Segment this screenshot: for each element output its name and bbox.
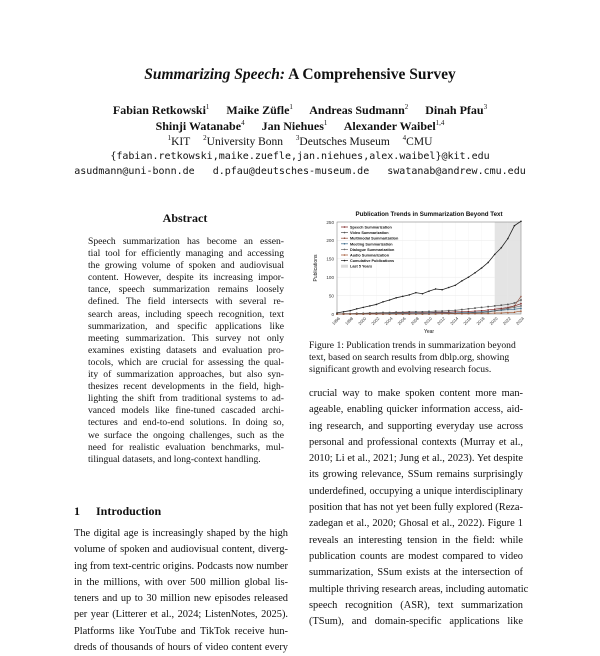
data-point-cumulative-publications — [369, 305, 371, 307]
data-point-video-summarization — [481, 307, 483, 309]
data-point-speech-summarization — [520, 303, 522, 305]
data-point-cumulative-publications — [382, 301, 384, 303]
abstract-body: Speech summarization has become an essen- tial tool for efficiently managing and accessing the growing volume of spoken and audiovisual content. However, despite its increasing impor- tance, speech summarization remains loosely defined. The field intersects with several re- search areas, including speech recognition, text summarization, and specific applications like meeting summarization. This survey not only examines existing datasets and evaluation pro- tocols, which are crucial for assessing the qual- ity of summarization approaches, but also syn- thesizes recent developments in the field, high- lighting the shift from traditional systems to ad- vanced models like fine-tuned cascaded archi- tectures and end-to-end solutions. In doing so, we surface the ongoing challenges, such as the need for realistic evaluation benchmarks, mul- tilingual datasets, and long-context handling. — [88, 236, 284, 465]
legend-label: Dialogue Summarization — [350, 247, 395, 252]
data-point-video-summarization — [507, 304, 509, 306]
title-rest: A Comprehensive Survey — [288, 66, 456, 83]
legend-swatch — [341, 265, 348, 268]
authors-row-1: Fabian Retkowski$^1$ Maike Züfle$^1$ Andreas Sudmann$^2$ Dinah Pfau$^3$ — [112, 103, 488, 117]
data-point-video-summarization — [468, 308, 470, 310]
y-axis-label: Publications — [313, 254, 319, 282]
abstract-heading: Abstract — [162, 211, 208, 225]
section-title: Introduction — [96, 504, 162, 518]
data-point-cumulative-publications — [376, 304, 378, 306]
legend-marker — [344, 226, 346, 228]
y-tick-label: 200 — [326, 238, 334, 244]
data-point-cumulative-publications — [362, 307, 364, 309]
figure-caption: Figure 1: Publication trends in summarization beyond text, based on search results from dblp.org, showing significant growth and evolving research focus. — [309, 340, 516, 376]
data-point-dialogue-summarization — [514, 307, 516, 309]
legend-marker — [344, 243, 346, 245]
affiliation: CMU — [406, 135, 433, 148]
email-address: asudmann@uni-bonn.de — [74, 166, 195, 177]
x-tick-label: 2020 — [488, 315, 499, 327]
data-point-cumulative-publications — [494, 254, 496, 256]
affiliation: University Bonn — [206, 135, 284, 148]
data-point-cumulative-publications — [435, 288, 437, 290]
y-tick-label: 50 — [328, 293, 334, 299]
legend-label: Meeting Summarization — [350, 242, 393, 247]
email-address: d.pfau@deutsches-museum.de — [212, 166, 370, 177]
author-name: Andreas Sudmann — [309, 103, 405, 117]
data-point-cumulative-publications — [474, 272, 476, 274]
legend-label: Video Summarization — [350, 231, 389, 236]
x-tick-label: 2008 — [409, 315, 420, 327]
data-point-cumulative-publications — [402, 296, 404, 298]
affiliation: KIT — [171, 135, 191, 148]
legend-marker — [344, 260, 346, 262]
legend-label: Audio Summarization — [350, 253, 390, 258]
data-point-cumulative-publications — [507, 238, 509, 240]
data-point-cumulative-publications — [428, 290, 430, 292]
data-point-video-summarization — [448, 310, 450, 312]
data-point-video-summarization — [454, 310, 456, 312]
data-point-video-summarization — [441, 310, 443, 312]
affiliation: Deutsches Museum — [299, 135, 390, 148]
chart-title: Publication Trends in Summarization Beyond Text — [355, 211, 503, 218]
data-point-cumulative-publications — [389, 299, 391, 301]
legend-marker — [344, 232, 346, 234]
x-tick-label: 2012 — [436, 315, 447, 327]
email-line-others — [0, 166, 600, 177]
y-tick-label: 0 — [331, 311, 334, 317]
paper-title — [0, 66, 600, 84]
introduction-text: The digital age is increasingly shaped by the high volume of spoken and audiovisual content, diverg- ing from text-centric origins. Podcasts now number in the millions, with over 500 million global lis- teners and up to 30 million new episodes released per year (Litterer et al., 2024; ListenNotes, 2025). Platforms like YouTube and TikTok receive hun- dreds of thousands of hours of video content every — [74, 528, 288, 654]
data-point-cumulative-publications — [343, 311, 345, 313]
data-point-video-summarization — [500, 304, 502, 306]
authors-row-2: Shinji Watanabe$^4$ Jan Niehues$^1$ Alexander Waibel$^{1,4}$ — [155, 119, 445, 133]
data-point-cumulative-publications — [454, 284, 456, 286]
data-point-meeting-summarization — [514, 308, 516, 310]
data-point-video-summarization — [422, 311, 424, 313]
data-point-video-summarization — [494, 305, 496, 307]
x-tick-label: 2004 — [383, 315, 394, 327]
data-point-video-summarization — [487, 306, 489, 308]
data-point-dialogue-summarization — [500, 309, 502, 311]
data-point-video-summarization — [435, 310, 437, 312]
data-point-cumulative-publications — [461, 280, 463, 282]
y-tick-label: 150 — [326, 256, 334, 262]
data-point-cumulative-publications — [415, 292, 417, 294]
x-tick-label: 2022 — [501, 315, 512, 327]
email-line-kit: {fabian.retkowski,maike.zuefle,jan.niehues,alex.waibel}@kit.edu — [110, 151, 490, 162]
x-tick-label: 2000 — [357, 315, 368, 327]
x-axis-label: Year — [423, 329, 435, 335]
data-point-cumulative-publications — [422, 293, 424, 295]
legend-label: Multimodal Summarization — [350, 236, 399, 241]
legend-label: Speech Summarization — [350, 225, 392, 230]
legend-label: Last 5 Years — [350, 264, 373, 269]
data-point-cumulative-publications — [520, 220, 522, 222]
data-point-cumulative-publications — [336, 312, 338, 314]
publication-trends-chart — [307, 206, 529, 336]
x-tick-label: 2014 — [449, 315, 460, 327]
x-tick-label: 2024 — [514, 315, 526, 327]
data-point-cumulative-publications — [468, 276, 470, 278]
data-point-meeting-summarization — [520, 308, 522, 310]
x-tick-label: 2018 — [475, 315, 486, 327]
author-name: Shinji Watanabe — [155, 119, 242, 133]
section-heading-introduction — [74, 504, 161, 519]
x-tick-label: 2006 — [396, 315, 407, 327]
y-tick-label: 100 — [326, 275, 334, 280]
section-number: 1 — [74, 504, 80, 518]
data-point-video-summarization — [514, 302, 516, 304]
data-point-cumulative-publications — [481, 267, 483, 269]
data-point-dialogue-summarization — [507, 308, 509, 310]
legend-marker — [344, 249, 346, 251]
x-tick-label: 2010 — [422, 315, 434, 327]
data-point-cumulative-publications — [441, 289, 443, 291]
data-point-video-summarization — [520, 299, 522, 301]
author-name: Dinah Pfau — [425, 103, 484, 117]
data-point-cumulative-publications — [514, 225, 516, 227]
title-italic: Summarizing Speech: — [144, 66, 286, 83]
data-point-cumulative-publications — [408, 294, 410, 296]
data-point-video-summarization — [474, 307, 476, 309]
data-point-dialogue-summarization — [494, 310, 496, 312]
right-column-text: crucial way to make spoken content more man- ageable, enabling quicker information access, aid- ing research, and supporting everyday use across personal and professional contexts (Murray et al., 2010; Li et al., 2021; Jung et al., 2023). Yet despite its growing relevance, SSum remains surprisingly underdefined, occupying a unique interdisciplinary position that has not yet been fully explored (Reza- zadegan et al., 2020; Ghosal et al., 2022). Figure 1 reveals an interesting tension in the field: while publication counts are modest compared to video summarization, SSum exists at the intersection of multiple thriving research areas, including automatic speech recognition (ASR), text summarization (TSum), and domain-specific applications like — [309, 388, 529, 628]
affiliations: $^1$KIT $^2$University Bonn $^3$Deutsches Museum $^4$CMU — [167, 134, 433, 148]
x-tick-label: 1998 — [344, 315, 355, 327]
author-name: Fabian Retkowski — [112, 103, 206, 117]
data-point-video-summarization — [428, 311, 430, 313]
legend-label: Cumulative Publications — [350, 259, 395, 264]
data-point-cumulative-publications — [500, 247, 502, 249]
data-point-cumulative-publications — [487, 262, 489, 264]
legend-marker — [344, 254, 346, 256]
author-name: Maike Züfle — [226, 103, 290, 117]
data-point-cumulative-publications — [395, 297, 397, 299]
author-name: Jan Niehues — [261, 119, 324, 133]
x-tick-label: 2002 — [370, 315, 381, 327]
data-point-cumulative-publications — [356, 308, 358, 310]
data-point-video-summarization — [408, 311, 410, 313]
data-point-cumulative-publications — [349, 310, 351, 312]
email-address: swatanab@andrew.cmu.edu — [387, 166, 526, 177]
data-point-video-summarization — [461, 309, 463, 311]
data-point-cumulative-publications — [448, 287, 450, 289]
author-name: Alexander Waibel — [343, 119, 436, 133]
x-tick-label: 2016 — [462, 315, 473, 327]
legend-marker — [344, 237, 346, 239]
y-tick-label: 250 — [326, 219, 334, 225]
x-tick-label: 1996 — [330, 315, 342, 327]
data-point-dialogue-summarization — [520, 305, 522, 307]
